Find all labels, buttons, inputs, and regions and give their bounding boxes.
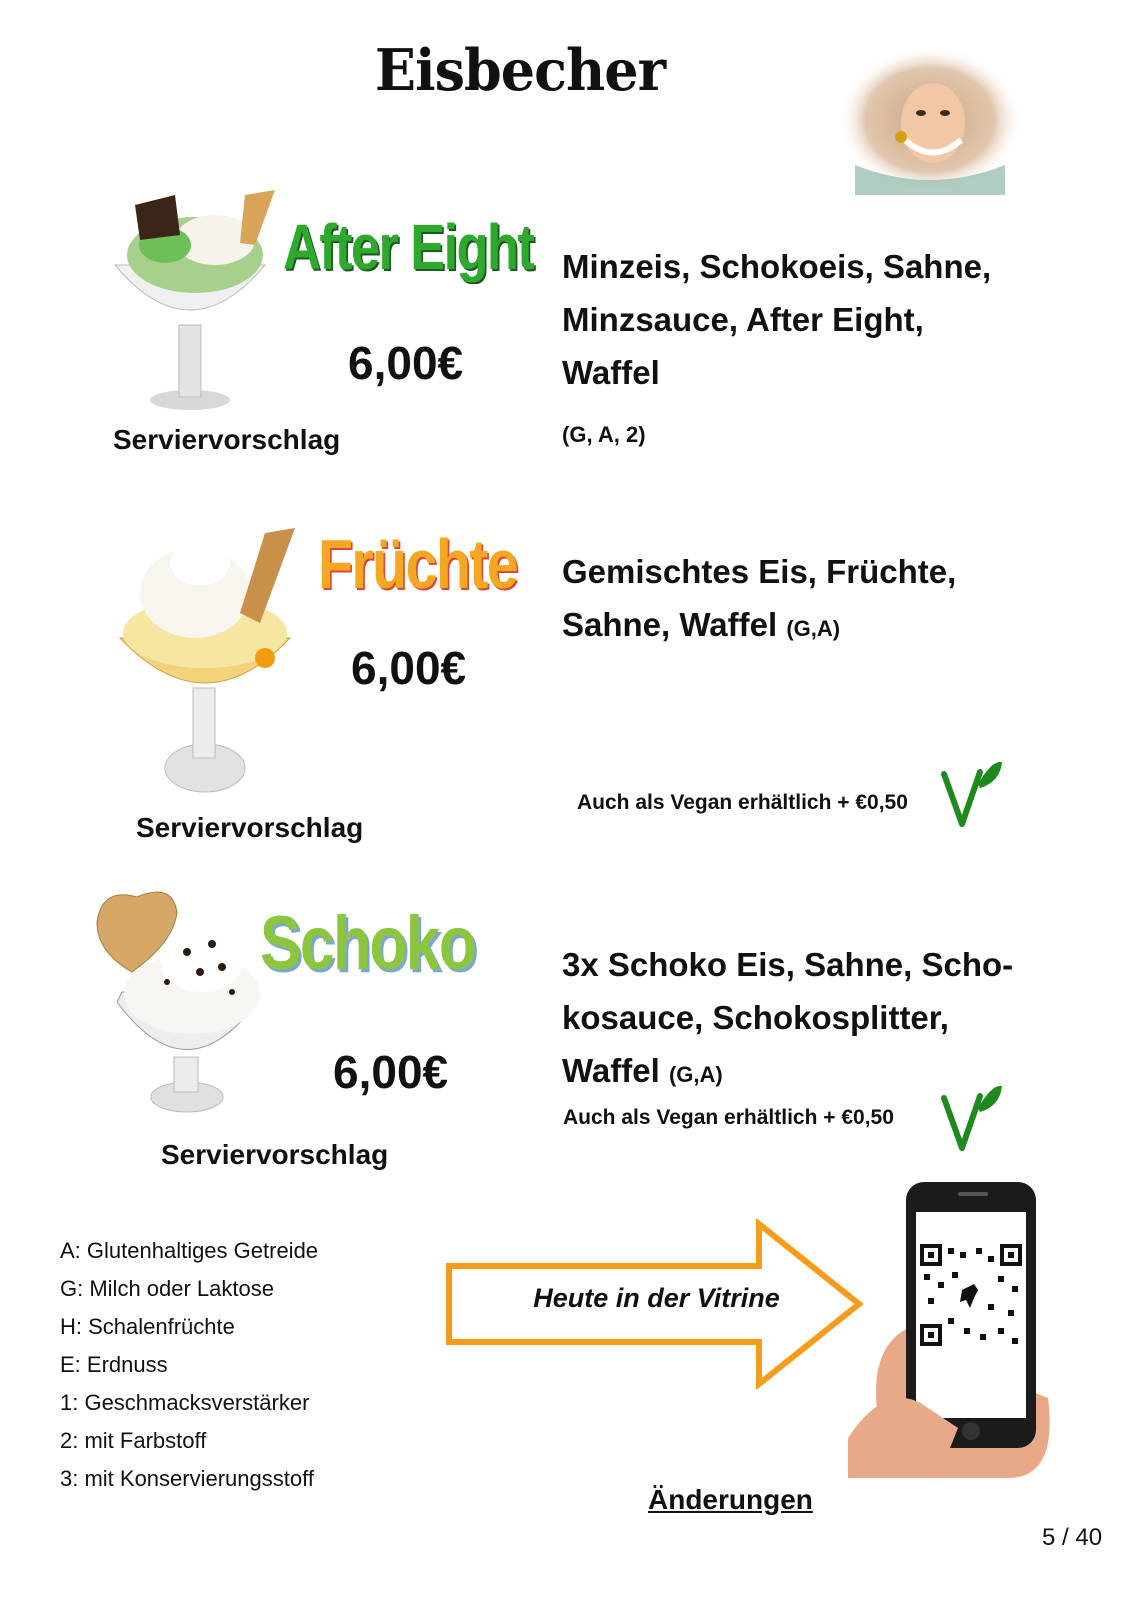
schoko-sundae-image bbox=[92, 882, 262, 1117]
vegan-v-icon bbox=[940, 1082, 1006, 1156]
description-line-text: Waffel bbox=[562, 1052, 660, 1089]
legend-item: 3: mit Konservierungsstoff bbox=[60, 1466, 314, 1491]
fruechte-sundae-image bbox=[115, 528, 300, 798]
item-name-schoko: Schoko bbox=[260, 901, 476, 986]
legend-item: A: Glutenhaltiges Getreide bbox=[60, 1238, 319, 1263]
item-price-schoko: 6,00€ bbox=[333, 1046, 449, 1098]
item-name-fruechte: Früchte bbox=[318, 525, 518, 603]
vegan-note: Auch als Vegan erhältlich + €0,50 bbox=[577, 791, 908, 814]
description-line bbox=[562, 598, 956, 655]
description-line: Minzsauce, After Eight, bbox=[562, 301, 924, 338]
legend-item: 1: Geschmacksverstärker bbox=[60, 1390, 310, 1415]
legend-item: 2: mit Farbstoff bbox=[60, 1428, 207, 1453]
description-line-text: Sahne, Waffel bbox=[562, 606, 778, 643]
item-description-after-eight bbox=[562, 240, 991, 399]
page-number: 5 / 40 bbox=[1042, 1524, 1103, 1551]
item-allergens-after-eight: (G, A, 2) bbox=[562, 422, 646, 447]
smartphone-icon[interactable] bbox=[848, 1178, 1058, 1478]
item-allergens-schoko: (G,A) bbox=[668, 1062, 723, 1087]
item-price-after-eight: 6,00€ bbox=[348, 337, 464, 389]
description-line: Waffel bbox=[562, 354, 660, 391]
item-price-fruechte: 6,00€ bbox=[351, 642, 467, 694]
item-name-after-eight: After Eight bbox=[283, 211, 534, 283]
allergen-legend bbox=[60, 1232, 318, 1498]
vegan-v-icon bbox=[940, 758, 1006, 832]
page-title: Eisbecher bbox=[374, 36, 666, 104]
after-eight-sundae-image bbox=[105, 185, 280, 415]
portrait-image bbox=[835, 45, 1025, 195]
serving-note: Serviervorschlag bbox=[161, 1139, 389, 1170]
serving-note: Serviervorschlag bbox=[136, 812, 364, 843]
description-line: Gemischtes Eis, Früchte, bbox=[562, 553, 957, 590]
item-description-fruechte bbox=[562, 545, 956, 655]
description-line: kosauce, Schokosplitter, bbox=[562, 999, 949, 1036]
qr-code-icon bbox=[920, 1244, 1022, 1346]
legend-item: E: Erdnuss bbox=[60, 1352, 168, 1377]
changes-link[interactable]: Änderungen bbox=[648, 1484, 813, 1515]
serving-note: Serviervorschlag bbox=[113, 424, 341, 455]
legend-item: H: Schalenfrüchte bbox=[60, 1314, 235, 1339]
item-allergens-fruechte: (G,A) bbox=[786, 616, 841, 641]
legend-item: G: Milch oder Laktose bbox=[60, 1276, 274, 1301]
description-line: Minzeis, Schokoeis, Sahne, bbox=[562, 248, 992, 285]
description-line: 3x Schoko Eis, Sahne, Scho- bbox=[562, 946, 1014, 983]
vegan-note: Auch als Vegan erhältlich + €0,50 bbox=[563, 1106, 894, 1129]
vitrine-label: Heute in der Vitrine bbox=[533, 1283, 780, 1313]
item-description-schoko bbox=[562, 938, 1013, 1101]
